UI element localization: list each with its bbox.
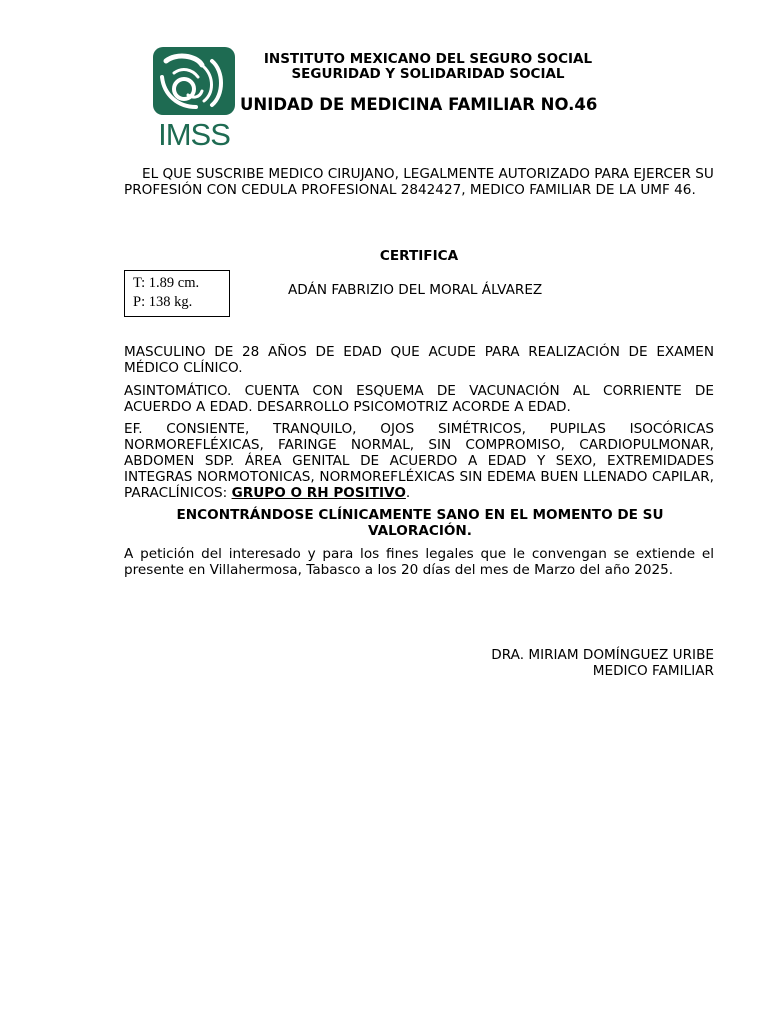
- institute-name: INSTITUTO MEXICANO DEL SEGURO SOCIAL: [263, 51, 593, 67]
- findings-period: .: [405, 485, 411, 501]
- paragraph-3: [124, 421, 714, 501]
- blood-type: GRUPO O RH POSITIVO: [231, 485, 406, 501]
- height-value: T: 1.89 cm.: [133, 275, 200, 291]
- signer-title: MEDICO FAMILIAR: [592, 663, 714, 679]
- institute-motto: SEGURIDAD Y SOLIDARIDAD SOCIAL: [291, 66, 565, 82]
- conclusion: ENCONTRÁNDOSE CLÍNICAMENTE SANO EN EL MOMENTO DE SU VALORACIÓN.: [176, 507, 664, 539]
- unit-title: UNIDAD DE MEDICINA FAMILIAR NO.46: [240, 95, 598, 114]
- exam-findings: EF. CONSIENTE, TRANQUILO, OJOS SIMÉTRICOS, PUPILAS ISOCÓRICAS NORMOREFLÉXICAS, FARINGE NORMAL, SIN COMPROMISO, CARDIOPULMONAR, ABDOMEN SDP. ÁREA GENITAL DE ACUERDO A EDAD Y SEXO, EXTREMIDADES INTEGRAS NORMOTONICAS, NORMOREFLÉXICAS SIN EDEMA BUEN LLENADO CAPILAR, PARACLÍNICOS:: [124, 421, 714, 501]
- paragraph-2: ASINTOMÁTICO. CUENTA CON ESQUEMA DE VACUNACIÓN AL CORRIENTE DE ACUERDO A EDAD. DESARROLLO PSICOMOTRIZ ACORDE A EDAD.: [124, 383, 714, 415]
- intro-paragraph: EL QUE SUSCRIBE MEDICO CIRUJANO, LEGALMENTE AUTORIZADO PARA EJERCER SU PROFESIÓN CON CEDULA PROFESIONAL 2842427, MEDICO FAMILIAR DE LA UMF 46.: [124, 166, 714, 198]
- vitals-box: [124, 270, 230, 317]
- certifica-heading: CERTIFICA: [379, 248, 459, 264]
- closing-paragraph: A petición del interesado y para los fines legales que le convengan se extiende el presente en Villahermosa, Tabasco a los 20 días del mes de Marzo del año 2025.: [124, 546, 714, 578]
- imss-logo: [152, 47, 236, 149]
- signer-name: DRA. MIRIAM DOMÍNGUEZ URIBE: [491, 647, 714, 663]
- logo-text: IMSS: [158, 117, 230, 149]
- paragraph-1: MASCULINO DE 28 AÑOS DE EDAD QUE ACUDE PARA REALIZACIÓN DE EXAMEN MÉDICO CLÍNICO.: [124, 344, 714, 376]
- weight-value: P: 138 kg.: [133, 294, 193, 310]
- patient-name: ADÁN FABRIZIO DEL MORAL ÁLVAREZ: [288, 282, 543, 298]
